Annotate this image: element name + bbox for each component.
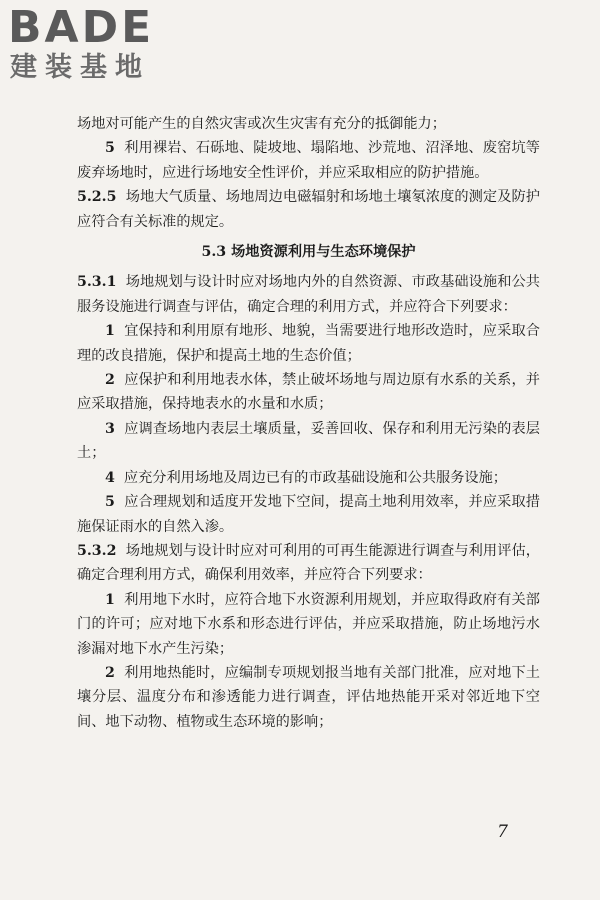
document-body — [77, 112, 540, 734]
list-item: 5 应合理规划和适度开发地下空间，提高土地利用效率，并应采取措施保证雨水的自然入渗。 — [77, 494, 540, 535]
page-number: 7 — [497, 822, 508, 842]
clause-5-2-5: 5.2.5 场地大气质量、场地周边电磁辐射和场地土壤氡浓度的测定及防护应符合有关标准的规定。 — [77, 189, 540, 230]
clause-5-3-2: 5.3.2 场地规划与设计时应对可利用的可再生能源进行调查与利用评估，确定合理利用方式，确保利用效率，并应符合下列要求： — [77, 542, 540, 584]
paragraph-continuation: 场地对可能产生的自然灾害或次生灾害有充分的抵御能力； — [77, 116, 446, 132]
section-heading: 5.3 场地资源利用与生态环境保护 — [201, 244, 416, 261]
clause-5-3-1: 5.3.1 场地规划与设计时应对场地内外的自然资源、市政基础设施和公共服务设施进行调查与评估，确定合理的利用方式，并应符合下列要求： — [77, 274, 540, 315]
logo-mark: BADE — [8, 2, 155, 53]
list-item: 1 利用地下水时，应符合地下水资源利用规划，并应取得政府有关部门的许可；应对地下水系和形态进行评估，并应采取措施，防止场地污水渗漏对地下水产生污染； — [77, 591, 540, 657]
list-item: 2 应保护和利用地表水体，禁止破坏场地与周边原有水系的关系，并应采取措施，保持地表水的水量和水质； — [77, 372, 540, 413]
bade-logo — [8, 4, 178, 94]
list-item: 3 应调查场地内表层土壤质量，妥善回收、保存和利用无污染的表层土； — [77, 420, 540, 462]
list-item: 2 利用地热能时，应编制专项规划报当地有关部门批准，应对地下土壤分层、温度分布和渗透能力进行调查，评估地热能开采对邻近地下空间、地下动物、植物或生态环境的影响； — [77, 664, 540, 730]
list-item: 1 宜保持和利用原有地形、地貌，当需要进行地形改造时，应采取合理的改良措施，保护和提高土地的生态价值； — [77, 323, 540, 364]
list-item: 5 利用裸岩、石砾地、陡坡地、塌陷地、沙荒地、沼泽地、废窑坑等废弃场地时，应进行场地安全性评价，并应采取相应的防护措施。 — [77, 140, 540, 181]
list-item: 4 应充分利用场地及周边已有的市政基础设施和公共服务设施； — [105, 469, 507, 486]
logo-subtitle: 建装基地 — [10, 52, 150, 83]
